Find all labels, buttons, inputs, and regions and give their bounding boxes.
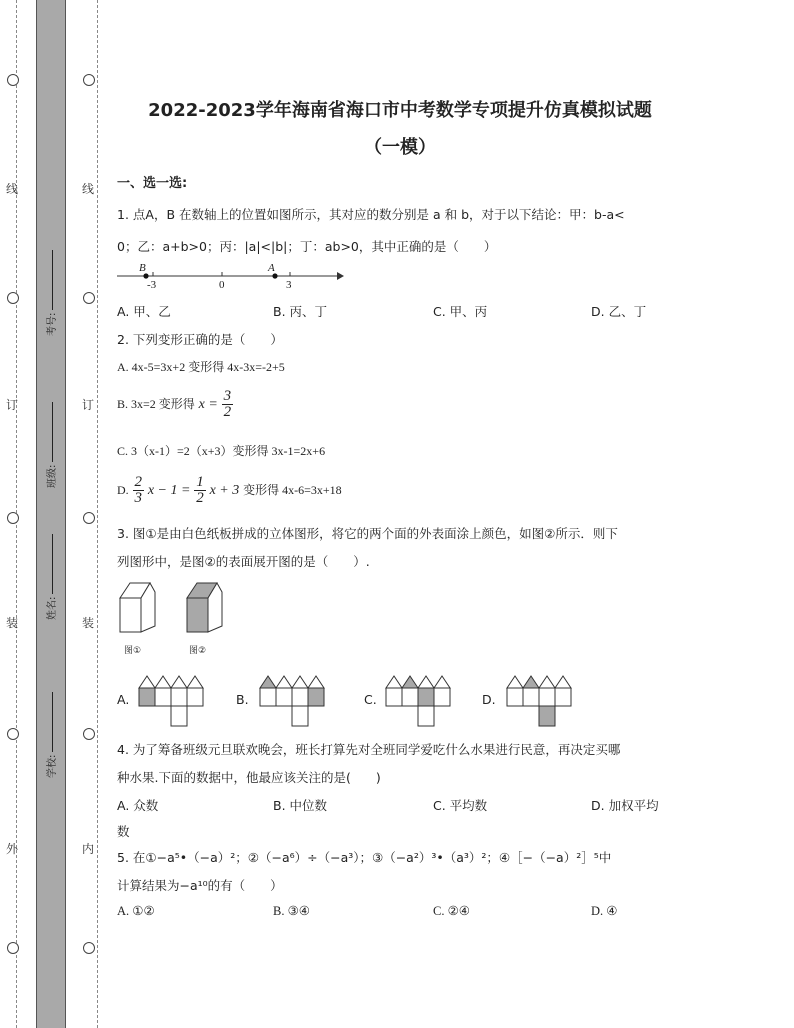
page-subtitle: （一模）: [364, 137, 436, 158]
axis-tick-neg3: -3: [147, 279, 157, 291]
fraction-1-2: $\frac{1}{2}$: [196, 474, 204, 506]
figure-2-label: 图②: [189, 646, 207, 656]
field-exam-no[interactable]: 考号:: [43, 250, 58, 336]
margin-char: 外: [6, 842, 19, 856]
q4-option-a[interactable]: A. 众数: [117, 798, 159, 813]
margin-char: 装: [6, 616, 19, 630]
binding-band: [36, 0, 66, 1028]
q3-option-d-label[interactable]: D.: [482, 692, 496, 707]
q3-option-c-net[interactable]: [385, 674, 457, 728]
axis-tick-3: 3: [286, 279, 292, 291]
q4-option-d-wrap: 数: [117, 824, 130, 839]
q2-stem: 2. 下列变形正确的是（ ）: [117, 332, 283, 347]
q4-option-d[interactable]: D. 加权平均: [591, 798, 659, 813]
q1-option-b[interactable]: B. 丙、丁: [273, 304, 328, 319]
axis-label-b: B: [139, 262, 146, 274]
binding-hole: [83, 292, 95, 304]
q1-option-a[interactable]: A. 甲、乙: [117, 304, 171, 319]
figure-1-label: 图①: [124, 646, 142, 656]
q1-stem-line2: 0；乙：a+b>0；丙：|a|<|b|；丁：ab>0，其中正确的是（ ）: [117, 239, 497, 254]
q5-option-b[interactable]: B. ③④: [273, 904, 310, 918]
figure-2-solid: [184, 580, 224, 638]
q3-option-b-label[interactable]: B.: [236, 692, 249, 707]
q3-option-b-net[interactable]: [259, 674, 331, 728]
q5-option-c[interactable]: C. ②④: [433, 904, 470, 918]
q5-option-d[interactable]: D. ④: [591, 904, 618, 918]
field-school[interactable]: 学校:: [43, 692, 58, 778]
q4-stem-line2: 种水果.下面的数据中，他最应该关注的是( ): [117, 770, 381, 785]
q3-stem-line2: 列图形中，是图②的表面展开图的是（ ）.: [117, 554, 370, 569]
q1-option-c[interactable]: C. 甲、丙: [433, 304, 488, 319]
binding-hole: [83, 942, 95, 954]
axis-label-a: A: [268, 262, 275, 274]
binding-hole: [7, 74, 19, 86]
margin-char: 装: [82, 616, 95, 630]
q1-stem-line1: 1. 点A，B 在数轴上的位置如图所示，其对应的数分别是 a 和 b，对于以下结论：甲：b-a<: [117, 207, 625, 222]
margin-char: 内: [82, 842, 95, 856]
axis-tick-0: 0: [219, 279, 225, 291]
q5-stem-line1: 5. 在①−a⁵•（−a）²；②（−a⁶）÷（−a³）；③（−a²）³•（a³）²；④［−（−a）²］⁵中: [117, 850, 612, 865]
figure-1-solid: [117, 580, 157, 638]
q5-option-a[interactable]: A. ①②: [117, 904, 155, 918]
field-name[interactable]: 姓名:: [43, 534, 58, 620]
q4-stem-line1: 4. 为了筹备班级元旦联欢晚会，班长打算先对全班同学爱吃什么水果进行民意，再决定买哪: [117, 742, 621, 757]
q4-option-c[interactable]: C. 平均数: [433, 798, 488, 813]
binding-hole: [7, 728, 19, 740]
inner-margin-line: [97, 0, 98, 1028]
q3-option-d-net[interactable]: [506, 674, 578, 728]
q2-option-a[interactable]: A. 4x-5=3x+2 变形得 4x-3x=-2+5: [117, 360, 285, 374]
q4-option-b[interactable]: B. 中位数: [273, 798, 328, 813]
margin-char: 线: [82, 182, 95, 196]
binding-hole: [7, 512, 19, 524]
q2-option-c[interactable]: C. 3（x-1）=2（x+3）变形得 3x-1=2x+6: [117, 444, 326, 458]
field-class[interactable]: 班级:: [43, 402, 58, 488]
binding-hole: [83, 512, 95, 524]
margin-char: 订: [6, 398, 19, 412]
page-title: 2022-2023学年海南省海口市中考数学专项提升仿真模拟试题: [148, 100, 652, 121]
q2-option-b[interactable]: B. 3x=2 变形得 x = $\frac{3}{2}$: [117, 388, 232, 420]
margin-char: 线: [6, 182, 19, 196]
binding-hole: [7, 292, 19, 304]
q3-option-c-label[interactable]: C.: [364, 692, 377, 707]
binding-hole: [83, 74, 95, 86]
binding-hole: [7, 942, 19, 954]
binding-hole: [83, 728, 95, 740]
q3-option-a-net[interactable]: [138, 674, 210, 728]
q5-stem-line2: 计算结果为−a¹⁰的有（ ）: [117, 878, 283, 893]
q3-stem-line1: 3. 图①是由白色纸板拼成的立体图形，将它的两个面的外表面涂上颜色，如图②所示．则下: [117, 526, 618, 541]
fraction-3-2: $\frac{3}{2}$: [223, 388, 232, 420]
fraction-2-3: $\frac{2}{3}$: [134, 474, 142, 506]
margin-char: 订: [82, 398, 95, 412]
q2-option-d[interactable]: D. $\frac{2}{3}$ x − 1 = $\frac{1}{2}$ x + 3 变形得 4x-6=3x+18: [117, 474, 342, 506]
section-heading: 一、选一选:: [117, 176, 188, 191]
q3-option-a-label[interactable]: A.: [117, 692, 130, 707]
q1-option-d[interactable]: D. 乙、丁: [591, 304, 647, 319]
